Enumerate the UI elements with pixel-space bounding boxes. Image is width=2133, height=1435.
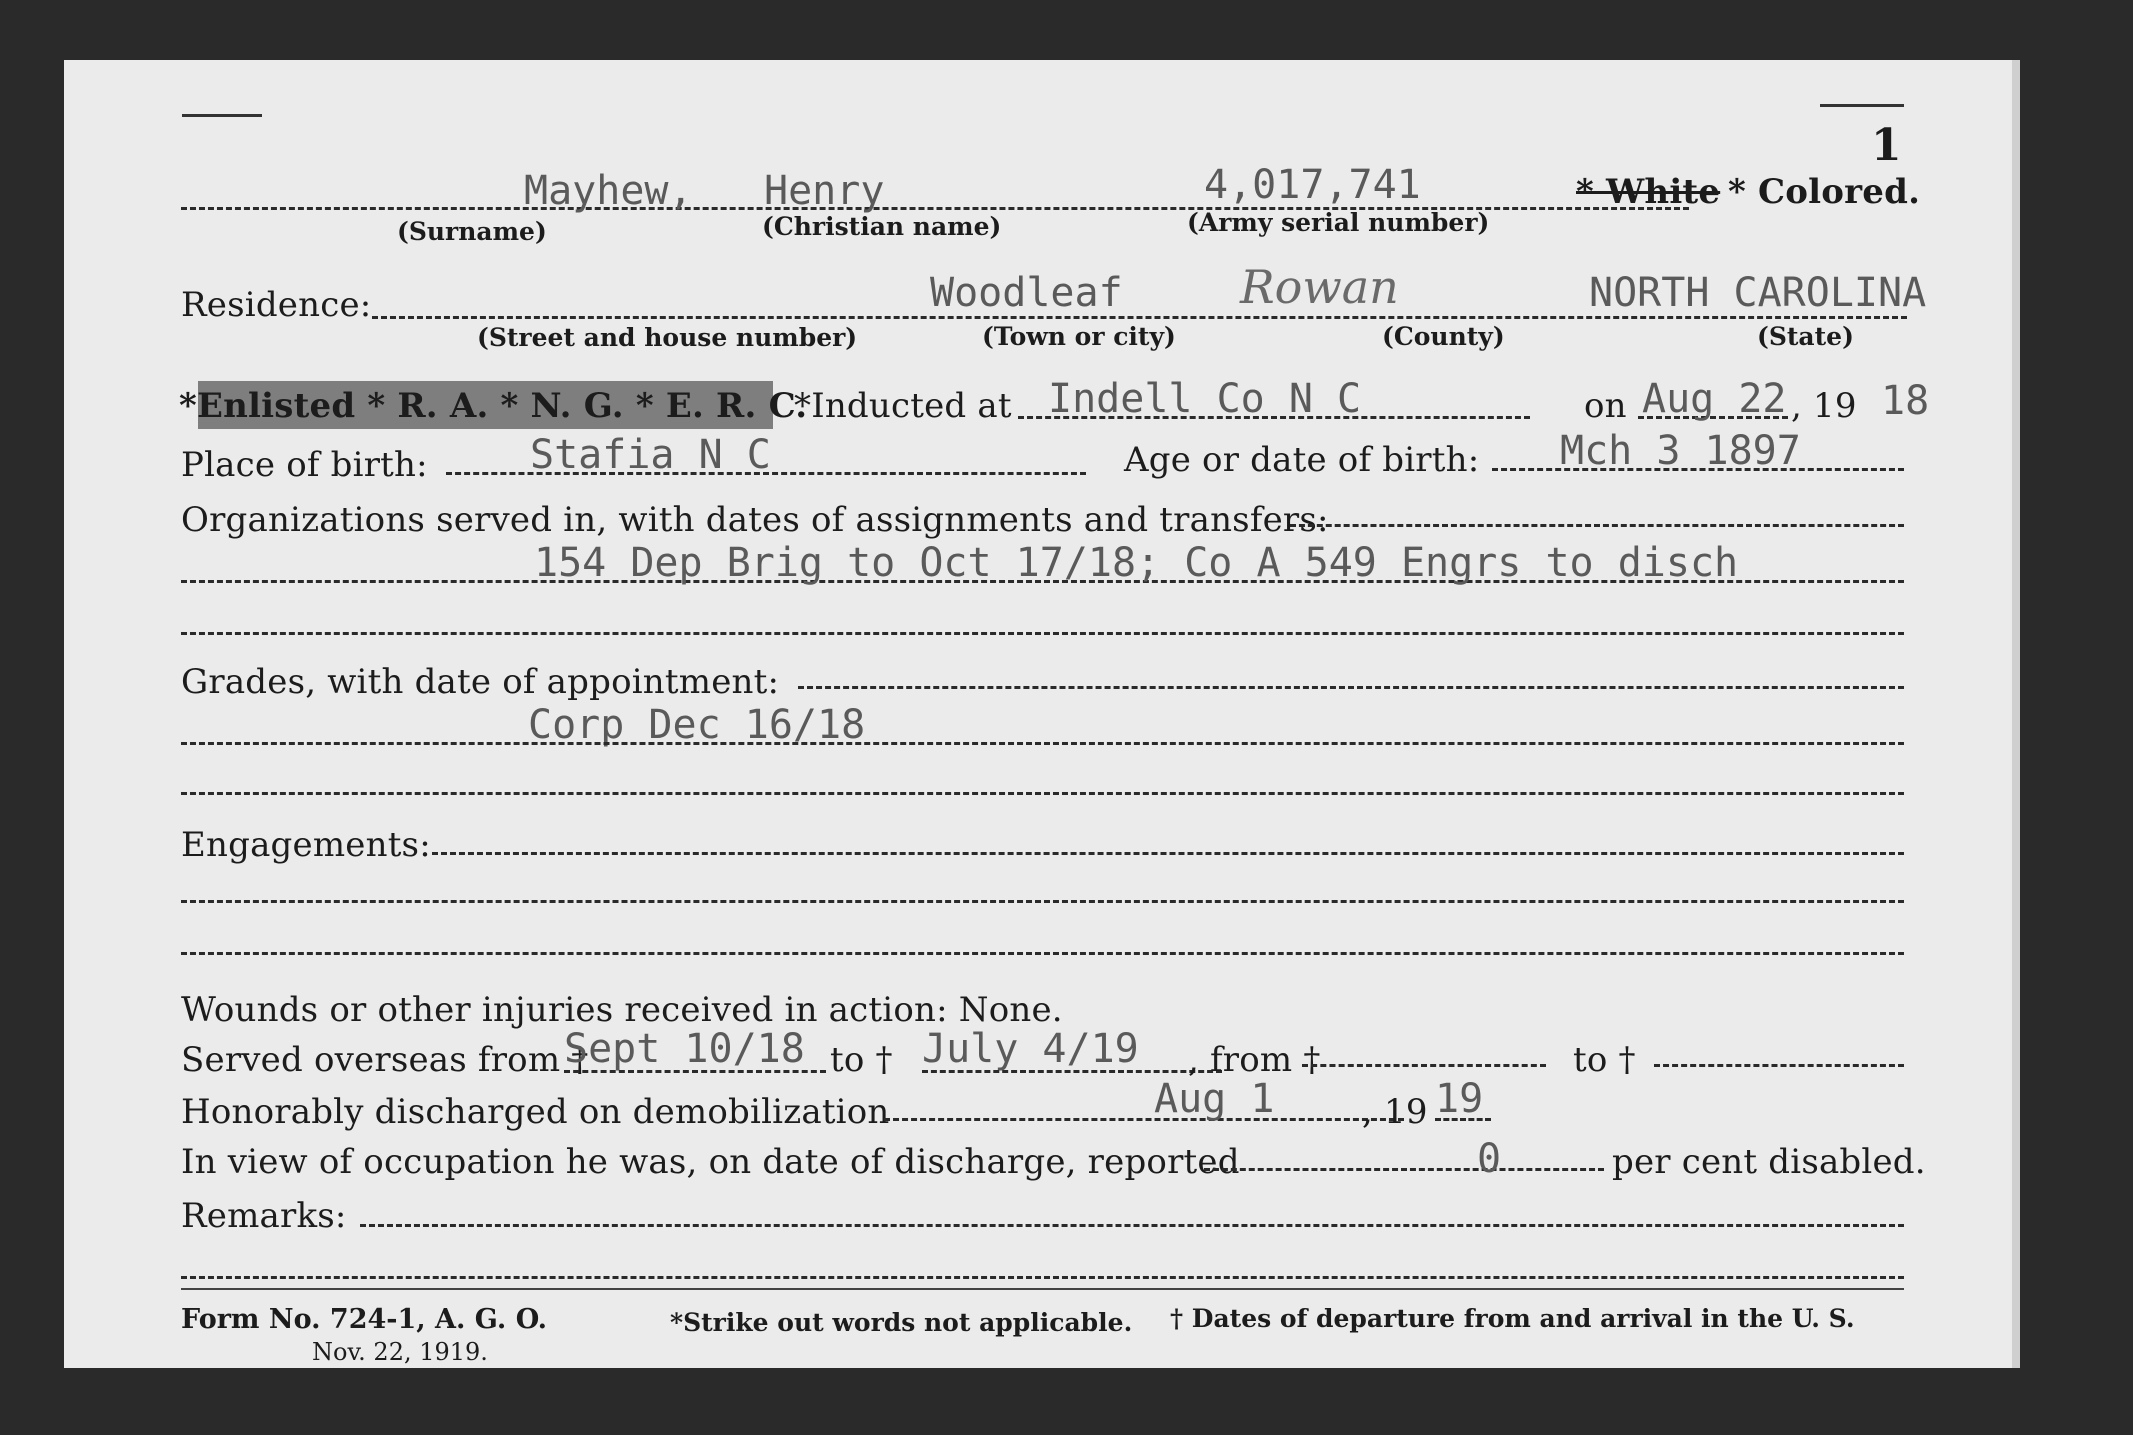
organizations-line-1 <box>1290 524 1904 527</box>
strike-note: *Strike out words not applicable. <box>670 1308 1133 1337</box>
engagements-line-2 <box>181 900 1904 903</box>
engagements-label: Engagements: <box>181 825 431 865</box>
inducted-place-value: Indell Co N C <box>1048 376 1362 422</box>
grades-label: Grades, with date of appointment: <box>181 662 780 702</box>
birth-place-value: Stafia N C <box>530 432 771 478</box>
discharge-date-value: Aug 1 <box>1154 1076 1275 1122</box>
overseas-to2-label: to † <box>1573 1040 1636 1080</box>
engagements-line-1 <box>432 852 1904 855</box>
service-record-card <box>64 60 2020 1368</box>
residence-label: Residence: <box>181 285 372 325</box>
organizations-label: Organizations served in, with dates of assignments and transfers: <box>181 500 1329 540</box>
christian-name-value: Henry <box>764 168 885 214</box>
grades-line-2 <box>181 742 1904 745</box>
remarks-line-1 <box>360 1224 1904 1227</box>
overseas-from-value: Sept 10/18 <box>564 1026 805 1072</box>
overseas-label: Served overseas from † <box>181 1040 589 1080</box>
serial-caption: (Army serial number) <box>1187 208 1490 237</box>
colored-option: * Colored. <box>1728 172 1921 212</box>
form-date: Nov. 22, 1919. <box>312 1338 488 1366</box>
inducted-year-value: 18 <box>1881 378 1930 424</box>
county-value: Rowan <box>1240 260 1399 314</box>
overseas-to-line <box>922 1070 1222 1073</box>
enlisted-options: *Enlisted * R. A. * N. G. * E. R. C. <box>179 386 808 426</box>
disability-line <box>1204 1168 1604 1171</box>
disability-label: In view of occupation he was, on date of discharge, reported <box>181 1142 1240 1182</box>
county-caption: (County) <box>1382 322 1505 351</box>
overseas-to-value: July 4/19 <box>922 1026 1139 1072</box>
state-caption: (State) <box>1757 322 1854 351</box>
town-caption: (Town or city) <box>982 322 1176 351</box>
white-option: * White <box>1576 172 1721 212</box>
birth-place-label: Place of birth: <box>181 445 428 485</box>
card-number-rule <box>1820 104 1904 107</box>
overseas-from2-line <box>1302 1064 1546 1067</box>
overseas-from-line <box>564 1070 826 1073</box>
remarks-line-2 <box>181 1276 1904 1279</box>
overseas-to2-line <box>1654 1064 1904 1067</box>
overseas-to-label: to † <box>830 1040 893 1080</box>
discharge-year-value: 19 <box>1435 1076 1484 1122</box>
discharge-year-prefix: , 19 <box>1362 1092 1428 1132</box>
inducted-label: *Inducted at <box>794 386 1012 426</box>
discharge-year-line <box>1435 1118 1491 1121</box>
grades-line-1 <box>798 686 1904 689</box>
grades-line-3 <box>181 792 1904 795</box>
form-number: Form No. 724-1, A. G. O. <box>181 1304 548 1335</box>
discharge-label: Honorably discharged on demobilization <box>181 1092 890 1132</box>
overseas-from2-label: , from † <box>1188 1040 1321 1080</box>
inducted-date-value: Aug 22 <box>1642 376 1787 422</box>
engagements-line-3 <box>181 952 1904 955</box>
organizations-line-3 <box>181 632 1904 635</box>
dates-note: † Dates of departure from and arrival in the U. S. <box>1170 1304 1855 1333</box>
on-label: on <box>1584 386 1627 426</box>
town-value: Woodleaf <box>930 270 1123 316</box>
birth-date-value: Mch 3 1897 <box>1560 428 1801 474</box>
age-label: Age or date of birth: <box>1124 440 1480 480</box>
grades-value: Corp Dec 16/18 <box>528 702 866 748</box>
street-caption: (Street and house number) <box>477 323 858 352</box>
disability-value: 0 <box>1477 1136 1502 1182</box>
serial-number-value: 4,017,741 <box>1204 162 1421 208</box>
disability-suffix: per cent disabled. <box>1612 1142 1926 1182</box>
residence-line <box>372 316 1907 319</box>
surname-value: Mayhew, <box>524 168 693 214</box>
christian-caption: (Christian name) <box>762 212 1002 241</box>
wounds-label: Wounds or other injuries received in action: None. <box>181 990 1063 1030</box>
organizations-value: 154 Dep Brig to Oct 17/18; Co A 549 Engrs to disch <box>534 540 1739 586</box>
discharge-line <box>884 1118 1404 1121</box>
state-value: NORTH CAROLINA <box>1589 270 1927 316</box>
surname-caption: (Surname) <box>397 217 547 246</box>
inducted-year-prefix: , 19 <box>1791 386 1857 426</box>
card-number: 1 <box>1871 120 1902 171</box>
top-rule <box>182 114 262 117</box>
footer-rule <box>181 1288 1904 1290</box>
remarks-label: Remarks: <box>181 1196 347 1236</box>
